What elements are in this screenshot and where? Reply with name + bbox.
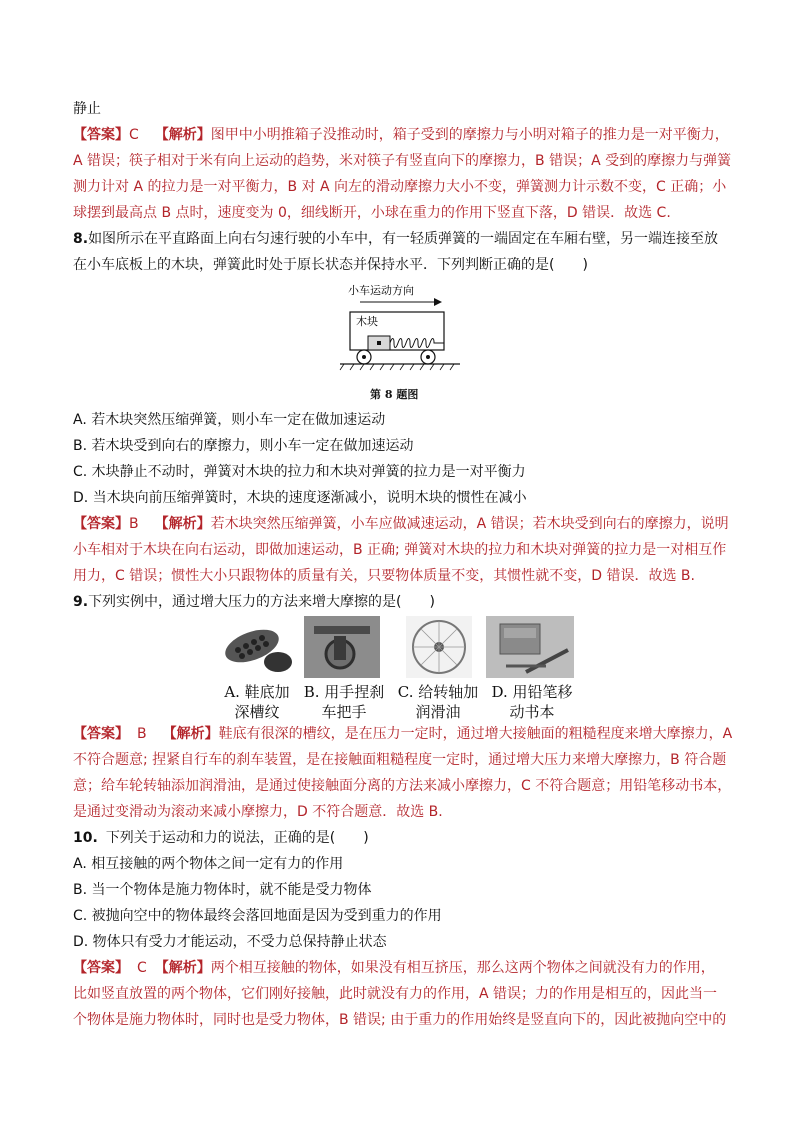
question-number: 8. [73,231,89,247]
q10-answer-line-1 [73,958,715,980]
answer-tag: 【答案】 [73,726,129,742]
q9-option-d: D. 用铅笔移 动书本 [491,683,573,721]
analysis-tag: 【解析】 [162,726,219,742]
q9-analysis-line: 是通过变滑动为滚动来减小摩擦力，D 不符合题意．故选 B. [73,804,443,820]
answer-tag: 【答案】 [73,960,129,976]
question-stem: 如图所示在平直路面上向右匀速行驶的小车中，有一轻质弹簧的一端固定在车厢右壁，另一端连接至放 [88,231,719,247]
q8-option: A. 若木块突然压缩弹簧，则小车一定在做加速运动 [73,412,386,428]
continuation-text: 静止 [73,101,101,117]
arrow-head-icon [434,298,442,306]
q10-option: B. 当一个物体是施力物体时，就不能是受力物体 [73,882,372,898]
answer-value: B [137,726,147,742]
q10-stem [73,828,369,850]
answer-tag: 【答案】 [73,127,129,143]
analysis-text: 鞋底有很深的槽纹，是在压力一定时，通过增大接触面的粗糙程度来增大摩擦力，A [218,726,733,742]
shoe-sole-image [216,616,296,678]
q9-option-a: A. 鞋底加 深槽纹 [224,683,290,721]
q7-analysis-line: 测力计对 A 的拉力是一对平衡力，B 对 A 向左的滑动摩擦力大小不变，弹簧测力计示数不变，C 正确；小 [73,179,727,195]
q9-answer-line-1 [73,724,732,746]
q9-option-b: B. 用手捏刹 车把手 [303,683,385,721]
answer-value: B [129,516,139,532]
answer-value: C [129,127,139,143]
q8-analysis-line: 小车相对于木块在向右运动，即做加速运动，B 正确; 弹簧对木块的拉力和木块对弹簧的拉力是一对相互作 [73,542,727,558]
wheel-axle-image [406,616,472,678]
q8-analysis-line: 用力，C 错误；惯性大小只跟物体的质量有关，只要物体质量不变，其惯性就不变，D 错误．故选 B. [73,568,695,584]
direction-label: 小车运动方向 [348,284,414,297]
analysis-tag: 【解析】 [154,516,211,532]
q10-analysis-line: 个物体是施力物体时，同时也是受力物体，B 错误; 由于重力的作用始终是竖直向下的，因此被抛向空中的 [73,1012,727,1028]
q8-answer-line-1 [73,514,729,536]
q8-option: B. 若木块受到向右的摩擦力，则小车一定在做加速运动 [73,438,414,454]
pencil-book-image [486,616,574,678]
question-number: 10. [73,830,98,846]
answer-value: C [137,960,147,976]
q10-option: C. 被抛向空中的物体最终会落回地面是因为受到重力的作用 [73,908,442,924]
analysis-tag: 【解析】 [154,127,211,143]
analysis-tag: 【解析】 [154,960,211,976]
q7-answer-line-1 [73,125,729,147]
q9-analysis-line: 不符合题意; 捏紧自行车的刹车装置，是在接触面粗糙程度一定时，通过增大压力来增大摩擦力，B 符合题 [73,752,727,768]
analysis-text: 两个相互接触的物体，如果没有相互挤压，那么这两个物体之间就没有力的作用， [210,960,715,976]
figure-caption: 第 8 题图 [370,388,419,401]
analysis-text: 若木块突然压缩弹簧，小车应做减速运动，A 错误；若木块受到向右的摩擦力，说明 [210,516,729,532]
q7-analysis-line: 球摆到最高点 B 点时，速度变为 0，细线断开，小球在重力的作用下竖直下落，D 错误．故选 C. [73,205,671,221]
q10-analysis-line: 比如竖直放置的两个物体，它们刚好接触，此时就没有力的作用，A 错误；力的作用是相互的，因此当一 [73,986,718,1002]
q7-analysis-line: A 错误；筷子相对于米有向上运动的趋势，米对筷子有竖直向下的摩擦力，B 错误；A 受到的摩擦力与弹簧 [73,153,732,169]
analysis-text: 图甲中小明推箱子没推动时，箱子受到的摩擦力与小明对箱子的推力是一对平衡力， [210,127,729,143]
spring [390,339,444,348]
bike-brake-image [304,616,380,678]
cart-spring-diagram [330,282,470,378]
block-dot [377,341,381,345]
q9-option-c: C. 给转轴加 润滑油 [397,683,479,721]
q9-stem [73,592,435,614]
block-label: 木块 [356,315,378,328]
q9-analysis-line: 意；给车轮转轴添加润滑油，是通过使接触面分离的方法来减小摩擦力，C 不符合题意；用铅笔移动书本， [73,778,732,794]
ground-hatching [340,364,454,370]
question-stem: 下列关于运动和力的说法，正确的是( ) [105,830,369,846]
q10-option: D. 物体只有受力才能运动，不受力总保持静止状态 [73,934,387,950]
answer-tag: 【答案】 [73,516,129,532]
q8-option: D. 当木块向前压缩弹簧时，木块的速度逐渐减小，说明木块的惯性在减小 [73,490,527,506]
q8-stem-line-1 [73,229,718,251]
q8-option: C. 木块静止不动时，弹簧对木块的拉力和木块对弹簧的拉力是一对平衡力 [73,464,526,480]
q10-option: A. 相互接触的两个物体之间一定有力的作用 [73,856,344,872]
q8-stem-line-2: 在小车底板上的木块，弹簧此时处于原长状态并保持水平．下列判断正确的是( ) [73,257,588,273]
question-stem: 下列实例中，通过增大压力的方法来增大摩擦的是( ) [88,594,435,610]
question-number: 9. [73,594,89,610]
